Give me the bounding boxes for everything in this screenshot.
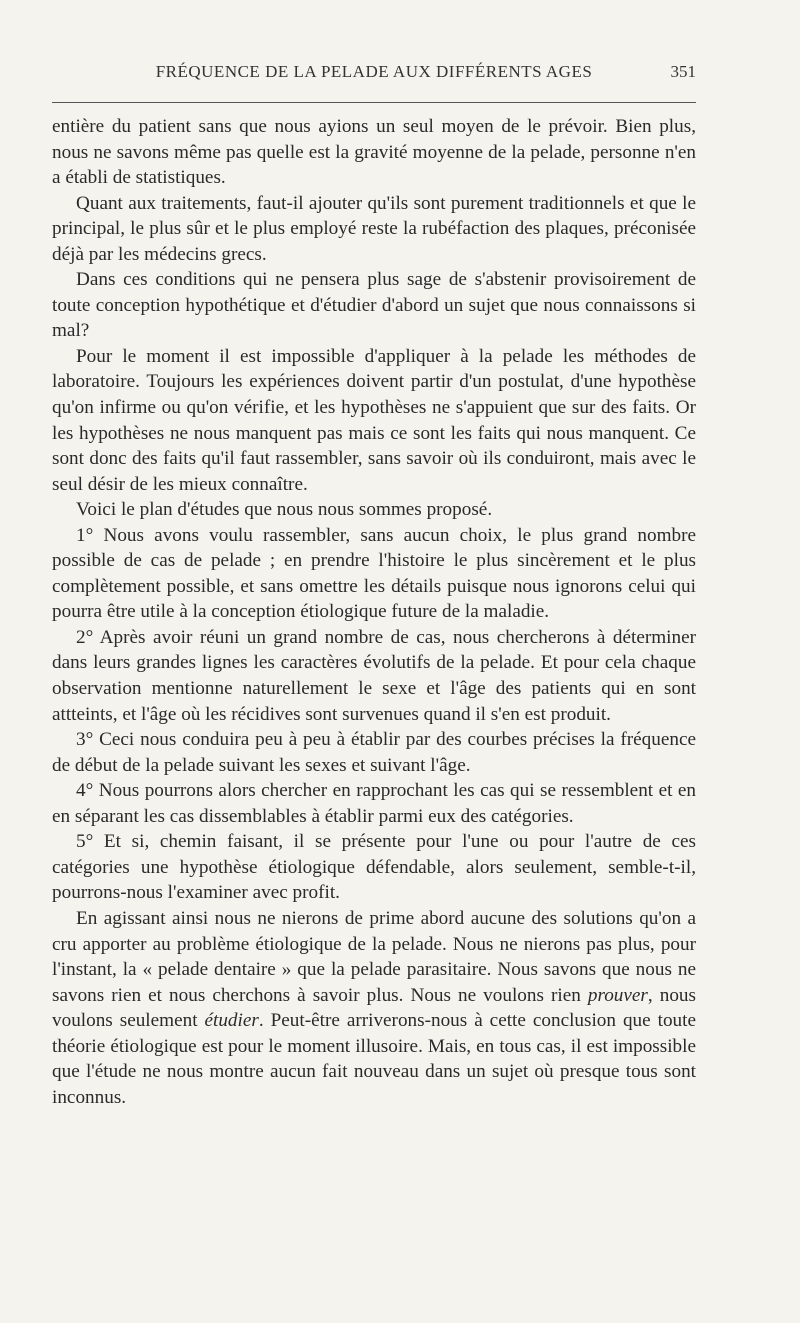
emphasis-prouver: prouver [587,984,648,1006]
running-title: FRÉQUENCE DE LA PELADE AUX DIFFÉRENTS AGES [155,62,593,81]
paragraph-conditions: Dans ces conditions qui ne pensera plus sage de s'abstenir provisoirement de toute conception hypothétique et d'étudier d'abord un sujet que nous connaissons si mal? [52,269,696,342]
paragraph-point-5: 5° Et si, chemin faisant, il se présente pour l'une ou pour l'autre de ces catégories une hypothèse étiologique défendable, alors seulement, semble-t-il, pourrons-nous l'examiner avec profit. [52,831,696,904]
paragraph-methodes: Pour le moment il est impossible d'appliquer à la pelade les méthodes de laboratoire. Toujours les expériences doivent partir d'un postulat, d'une hypothèse qu'on infirme ou qu'on vérifie, et les hypothèses ne s'appuient que sur des faits. Or les hypothèses ne nous manquent pas mais ce sont les faits qui nous manquent. Ce sont donc des faits qu'il faut rassembler, sans savoir où ils conduiront, mais avec le seul désir de les mieux connaître. [52,345,696,495]
conclusion-text-b: , nous voulons seulement [52,984,696,1032]
conclusion-text-c: . Peut-être arriverons-nous à cette conclusion que toute théorie étiologique est pour le moment illusoire. Mais, en tous cas, il est impossible que l'étude ne nous montre aucun fait nouveau dans un sujet où presque tous sont inconnus. [52,1010,696,1108]
paragraph-point-3: 3° Ceci nous conduira peu à peu à établir par des courbes précises la fréquence de début de la pelade suivant les sexes et suivant l'âge. [52,729,696,776]
paragraph-point-2: 2° Après avoir réuni un grand nombre de cas, nous chercherons à déterminer dans leurs grandes lignes les caractères évolutifs de la pelade. Et pour cela chaque observation mentionne naturellement le sexe et l'âge des patients qui en sont attteints, et l'âge où les récidives sont survenues quand il s'en est produit. [52,626,696,725]
page-body [52,114,696,1110]
header-rule [52,102,696,103]
emphasis-etudier: étudier [204,1010,259,1032]
page-number: 351 [670,62,696,81]
paragraph-conclusion [52,906,696,1110]
paragraph-point-4: 4° Nous pourrons alors chercher en rapprochant les cas qui se ressemblent et en en séparant les cas dissemblables à établir parmi eux des catégories. [52,780,696,827]
paragraph-plan: Voici le plan d'études que nous nous sommes proposé. [76,499,493,521]
paragraph-point-1: 1° Nous avons voulu rassembler, sans aucun choix, le plus grand nombre possible de cas de pelade ; en prendre l'histoire le plus sincèrement et le plus complètement possible, et sans omettre les détails puisque nous ignorons celui qui pourra être utile à la conception étiologique future de la maladie. [52,524,696,623]
paragraph-continuation: entière du patient sans que nous ayions un seul moyen de le prévoir. Bien plus, nous ne savons même pas quelle est la gravité moyenne de la pelade, personne n'en a établi de statistiques. [52,116,696,189]
paragraph-traitements: Quant aux traitements, faut-il ajouter qu'ils sont purement traditionnels et que le principal, le plus sûr et le plus employé reste la rubéfaction des plaques, préconisée déjà par les médecins grecs. [52,192,696,265]
conclusion-text-a: En agissant ainsi nous ne nierons de prime abord aucune des solutions qu'on a cru apporter au problème étiologique de la pelade. Nous ne nierons pas plus, pour l'instant, la « pelade dentaire » que la pelade parasitaire. Nous savons que nous ne savons rien et nous cherchons à savoir plus. Nous ne voulons rien [52,907,696,1006]
running-header [52,62,696,88]
